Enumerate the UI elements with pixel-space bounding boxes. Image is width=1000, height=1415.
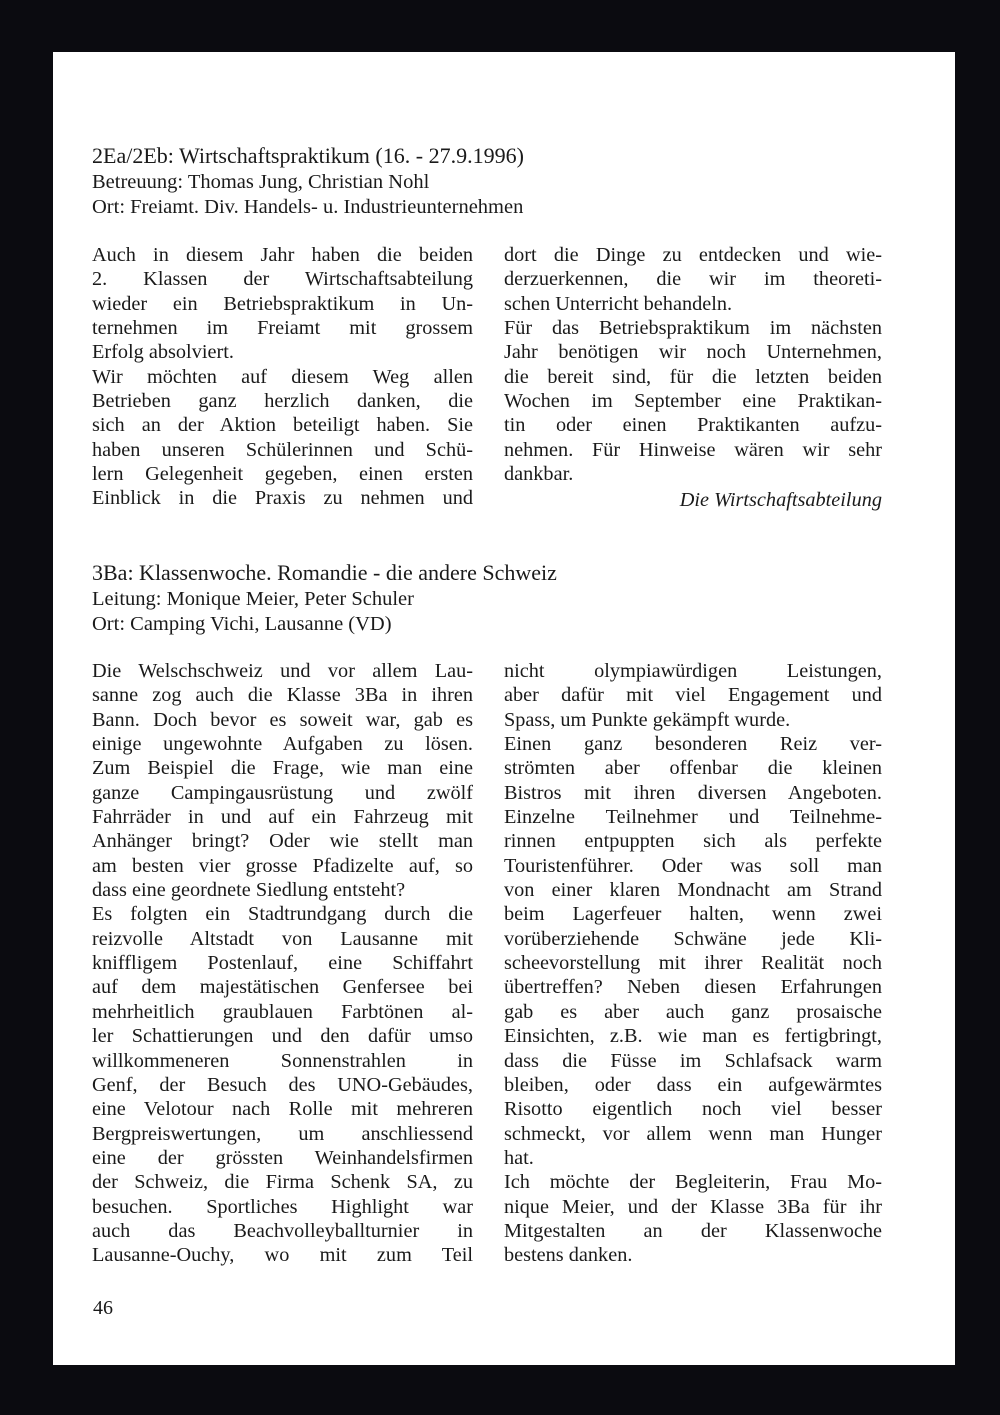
text-line: mehrheitlich graublauen Farbtönen al-: [92, 1000, 473, 1023]
text-line: aber dafür mit viel Engagement und: [504, 684, 882, 707]
text-line: Bistros mit ihren diversen Angeboten.: [504, 781, 882, 804]
text-line: bleiben, oder dass ein aufgewärmtes: [504, 1073, 882, 1096]
text-line: Ich möchte der Begleiterin, Frau Mo-: [504, 1171, 882, 1194]
text-line: dort die Dinge zu entdecken und wie-: [504, 244, 882, 266]
section-1-title: 2Ea/2Eb: Wirtschaftspraktikum (16. - 27.9.1996): [92, 143, 524, 168]
text-line: am besten vier grosse Pfadizelte auf, so: [92, 854, 473, 877]
text-line: scheevorstellung mit ihrer Realität noch: [504, 952, 882, 975]
text-line: lern Gelegenheit gegeben, einen ersten: [92, 463, 473, 486]
text-line: gab es aber auch ganz prosaische: [504, 1000, 882, 1023]
text-line: Einsichten, z.B. wie man es fertigbringt,: [504, 1025, 882, 1048]
text-line: Risotto eigentlich noch viel besser: [504, 1098, 882, 1121]
text-line: Für das Betriebspraktikum im nächsten: [504, 317, 882, 340]
text-line: ternehmen im Freiamt mit grossem: [92, 317, 473, 340]
document-page: [53, 52, 955, 1365]
section-1-location: Ort: Freiamt. Div. Handels- u. Industrieunternehmen: [92, 196, 524, 218]
text-line: beim Lagerfeuer halten, wenn zwei: [504, 903, 882, 926]
section-2-left-column: [92, 659, 473, 1268]
text-line: kniffligem Postenlauf, eine Schiffahrt: [92, 952, 473, 975]
section-2-leadership: Leitung: Monique Meier, Peter Schuler: [92, 588, 414, 610]
text-line: derzuerkennen, die wir im theoreti-: [504, 268, 882, 291]
text-line: Spass, um Punkte gekämpft wurde.: [504, 708, 791, 731]
text-line: Jahr benötigen wir noch Unternehmen,: [504, 341, 882, 364]
text-line: Einzelne Teilnehmer und Teilnehme-: [504, 806, 882, 829]
section-2-title: 3Ba: Klassenwoche. Romandie - die andere Schweiz: [92, 560, 557, 585]
text-line: Lausanne-Ouchy, wo mit zum Teil: [92, 1244, 473, 1267]
text-line: bestens danken.: [504, 1244, 633, 1267]
text-line: besuchen. Sportliches Highlight war: [92, 1195, 473, 1218]
text-line: ler Schattierungen und den dafür umso: [92, 1025, 473, 1048]
section-1-header: [92, 142, 524, 220]
text-line: dankbar.: [504, 463, 574, 486]
section-1-right-column: [504, 243, 882, 513]
section-1-supervision: Betreuung: Thomas Jung, Christian Nohl: [92, 171, 430, 193]
text-line: einige ungewohnte Aufgaben zu lösen.: [92, 733, 473, 756]
text-line: auf dem majestätischen Genfersee bei: [92, 976, 473, 999]
text-line: Es folgten ein Stadtrundgang durch die: [92, 903, 473, 926]
text-line: Anhänger bringt? Oder wie stellt man: [92, 830, 473, 853]
text-line: eine der grössten Weinhandelsfirmen: [92, 1146, 473, 1169]
page-number: 46: [93, 1297, 113, 1319]
text-line: der Schweiz, die Firma Schenk SA, zu: [92, 1171, 473, 1194]
text-line: Einen ganz besonderen Reiz ver-: [504, 733, 882, 756]
text-line: auch das Beachvolleyballturnier in: [92, 1219, 473, 1242]
text-line: nique Meier, und der Klasse 3Ba für ihr: [504, 1195, 882, 1218]
text-line: Die Welschschweiz und vor allem Lau-: [92, 660, 473, 682]
text-line: nehmen. Für Hinweise wären wir sehr: [504, 438, 882, 461]
text-line: rinnen entpuppten sich als perfekte: [504, 830, 882, 853]
section-2-header: [92, 559, 557, 637]
text-line: haben unseren Schülerinnen und Schü-: [92, 438, 473, 461]
text-line: schen Unterricht behandeln.: [504, 292, 733, 315]
text-line: dass eine geordnete Siedlung entsteht?: [92, 879, 406, 902]
text-line: übertreffen? Neben diesen Erfahrungen: [504, 976, 882, 999]
text-line: Touristenführer. Oder was soll man: [504, 854, 882, 877]
text-line: Wir möchten auf diesem Weg allen: [92, 365, 473, 388]
text-line: dass die Füsse im Schlafsack warm: [504, 1049, 882, 1072]
section-1-signature: Die Wirtschaftsabteilung: [679, 489, 882, 512]
text-line: Wochen im September eine Praktikan-: [504, 390, 882, 413]
text-line: nicht olympiawürdigen Leistungen,: [504, 660, 882, 682]
text-line: 2. Klassen der Wirtschaftsabteilung: [92, 268, 473, 291]
text-line: reizvolle Altstadt von Lausanne mit: [92, 927, 473, 950]
text-line: Betrieben ganz herzlich danken, die: [92, 390, 473, 413]
section-2-location: Ort: Camping Vichi, Lausanne (VD): [92, 613, 392, 635]
text-line: Genf, der Besuch des UNO-Gebäudes,: [92, 1073, 473, 1096]
section-1-left-column: [92, 243, 473, 511]
text-line: Zum Beispiel die Frage, wie man eine: [92, 757, 473, 780]
text-line: tin oder einen Praktikanten aufzu-: [504, 414, 882, 437]
text-line: eine Velotour nach Rolle mit mehreren: [92, 1098, 473, 1121]
text-line: sanne zog auch die Klasse 3Ba in ihren: [92, 684, 473, 707]
text-line: vorüberziehende Schwäne jede Kli-: [504, 927, 882, 950]
text-line: Bergpreiswertungen, um anschliessend: [92, 1122, 473, 1145]
text-line: Bann. Doch bevor es soweit war, gab es: [92, 708, 473, 731]
text-line: hat.: [504, 1146, 534, 1169]
text-line: Einblick in die Praxis zu nehmen und: [92, 487, 473, 510]
section-2-right-column: [504, 659, 882, 1268]
text-line: Auch in diesem Jahr haben die beiden: [92, 244, 473, 266]
text-line: Mitgestalten an der Klassenwoche: [504, 1219, 882, 1242]
text-line: die bereit sind, für die letzten beiden: [504, 365, 882, 388]
text-line: wieder ein Betriebspraktikum in Un-: [92, 292, 473, 315]
text-line: Erfolg absolviert.: [92, 341, 234, 364]
text-line: Fahrräder in und auf ein Fahrzeug mit: [92, 806, 473, 829]
text-line: schmeckt, vor allem wenn man Hunger: [504, 1122, 882, 1145]
text-line: sich an der Aktion beteiligt haben. Sie: [92, 414, 473, 437]
text-line: willkommeneren Sonnenstrahlen in: [92, 1049, 473, 1072]
text-line: ganze Campingausrüstung und zwölf: [92, 781, 473, 804]
text-line: strömten aber offenbar die kleinen: [504, 757, 882, 780]
text-line: von einer klaren Mondnacht am Strand: [504, 879, 882, 902]
